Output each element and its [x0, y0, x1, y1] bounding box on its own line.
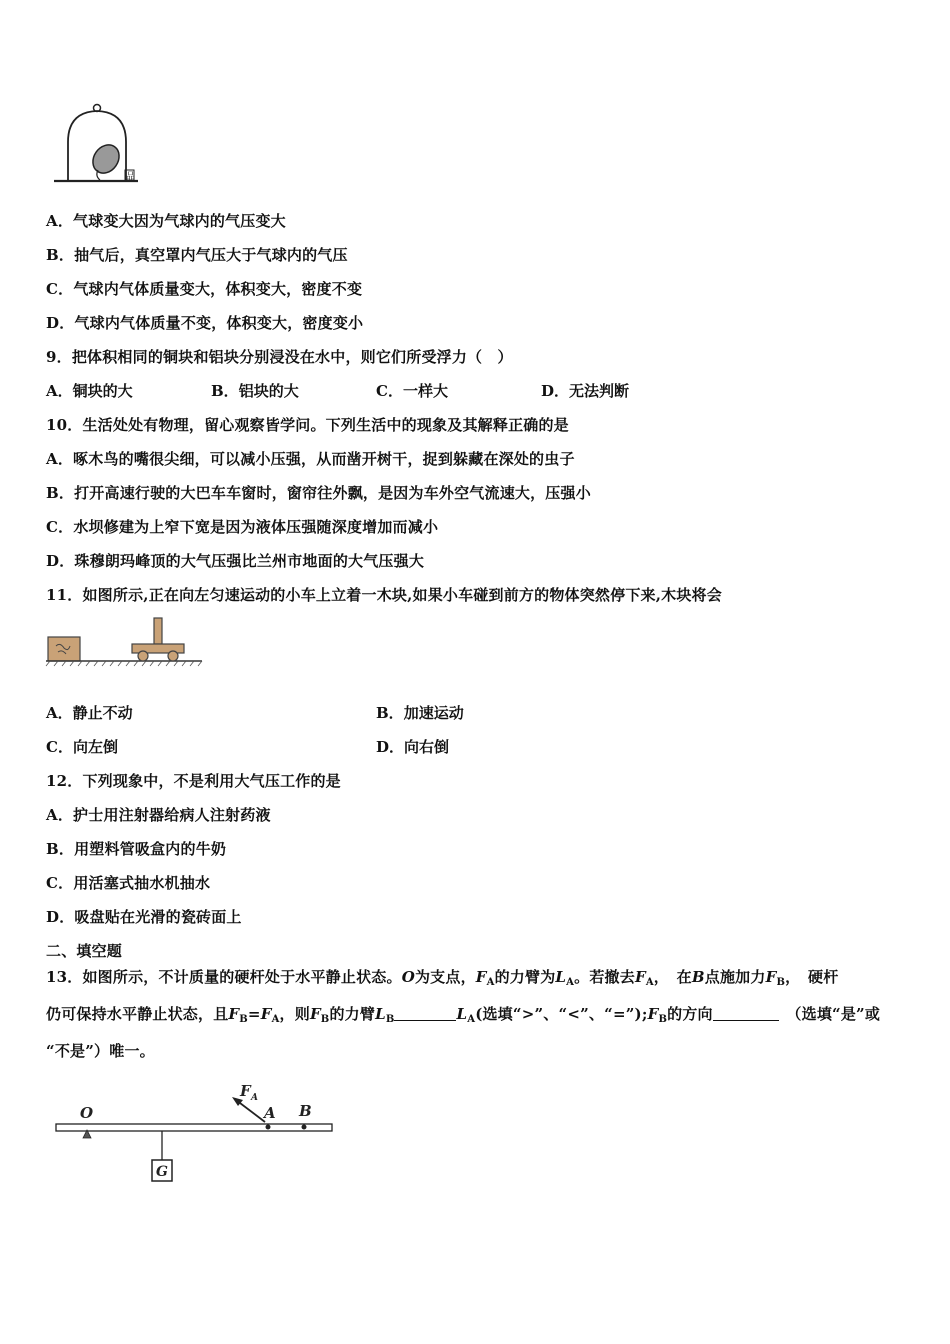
q9-option-b[interactable]: B．铝块的大: [211, 382, 299, 400]
answer-blank-1[interactable]: [394, 1006, 456, 1021]
q10-option-a[interactable]: A．啄木鸟的嘴很尖细，可以减小压强，从而凿开树干，捉到躲藏在深处的虫子: [46, 450, 575, 468]
wooden-block: [154, 618, 162, 644]
q12-option-c[interactable]: C．用活塞式抽水机抽水: [46, 874, 211, 892]
bell-jar-figure: [48, 100, 148, 186]
cart-wheel-front: [138, 651, 148, 661]
cart-figure: [44, 614, 204, 670]
label-f: F: [240, 1082, 251, 1100]
q13-line-3: “不是”）唯一。: [46, 1042, 155, 1060]
label-g: G: [156, 1164, 168, 1180]
q10-question: 10．生活处处有物理，留心观察皆学问。下列生活中的现象及其解释正确的是: [46, 416, 569, 434]
q9-question: 9．把体积相同的铜块和铝块分别浸没在水中，则它们所受浮力（ ）: [46, 348, 513, 366]
q8-option-d[interactable]: D．气球内气体质量不变，体积变大，密度变小: [46, 314, 364, 332]
lever-bar: [56, 1124, 332, 1131]
label-f-sub: A: [251, 1093, 258, 1103]
q8-option-c[interactable]: C．气球内气体质量变大，体积变大，密度不变: [46, 280, 363, 298]
answer-blank-2[interactable]: [713, 1006, 779, 1021]
q9-option-d[interactable]: D．无法判断: [541, 382, 630, 400]
q8-option-b[interactable]: B．抽气后，真空罩内气压大于气球内的气压: [46, 246, 348, 264]
label-b: B: [299, 1102, 312, 1120]
q11-option-a[interactable]: A．静止不动: [46, 704, 133, 722]
q11-option-d[interactable]: D．向右倒: [376, 738, 450, 756]
q11-option-b[interactable]: B．加速运动: [376, 704, 464, 722]
q10-option-c[interactable]: C．水坝修建为上窄下宽是因为液体压强随深度增加而减小: [46, 518, 439, 536]
q8-option-a[interactable]: A．气球变大因为气球内的气压变大: [46, 212, 286, 230]
obstacle-block: [48, 637, 80, 661]
q13-line-2: 仍可保持水平静止状态，且$F_B=F_A$，则$F_B$的力臂$L_B$ $L_A$(选填“>”、“<”、“$=”);F_B$的方向 （选填“是”或: [46, 1005, 881, 1025]
lever-figure: [50, 1076, 340, 1188]
q10-option-d[interactable]: D．珠穆朗玛峰顶的大气压强比兰州市地面的大气压强大: [46, 552, 425, 570]
section-title: 二、填空题: [46, 942, 123, 960]
balloon: [88, 140, 125, 178]
force-arrow-fa: [236, 1100, 265, 1122]
q12-question: 12．下列现象中，不是利用大气压工作的是: [46, 772, 341, 790]
q12-option-d[interactable]: D．吸盘贴在光滑的瓷砖面上: [46, 908, 242, 926]
q11-question: 11．如图所示,正在向左匀速运动的小车上立着一木块,如果小车碰到前方的物体突然停下来,木块将会: [46, 586, 722, 604]
q11-option-c[interactable]: C．向左倒: [46, 738, 118, 756]
label-o: O: [80, 1104, 94, 1122]
q13-line-1: 13．如图所示，不计质量的硬杆处于水平静止状态。O为支点，$F_A$的力臂为$L_A$。若撤去$F_A$， 在B点施加力$F_B$， 硬杆: [46, 968, 839, 988]
small-bottle-label: 品: [126, 172, 136, 182]
q9-option-a[interactable]: A．铜块的大: [46, 382, 133, 400]
q9-option-c[interactable]: C．一样大: [376, 382, 448, 400]
point-a: [266, 1125, 271, 1130]
q10-option-b[interactable]: B．打开高速行驶的大巴车车窗时，窗帘往外飘，是因为车外空气流速大，压强小: [46, 484, 591, 502]
point-b: [302, 1125, 307, 1130]
label-a: A: [264, 1104, 276, 1122]
q12-option-b[interactable]: B．用塑料管吸盒内的牛奶: [46, 840, 227, 858]
cart-wheel-back: [168, 651, 178, 661]
q12-option-a[interactable]: A．护士用注射器给病人注射药液: [46, 806, 271, 824]
